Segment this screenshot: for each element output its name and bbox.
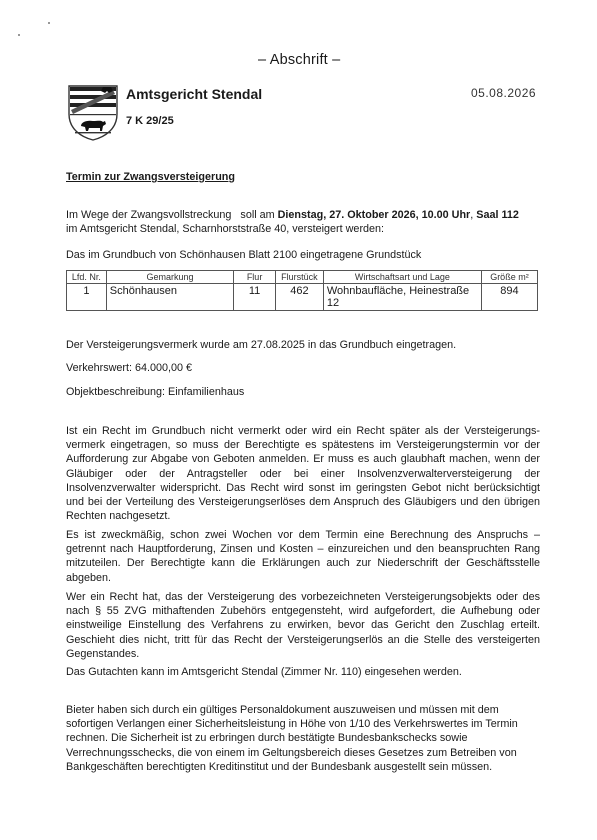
parcel-table [66,270,538,311]
cell-groesse: 894 [481,284,537,311]
col-header-flurstueck: Flurstück [275,271,323,284]
cell-flur: 11 [234,284,276,311]
intro-text: Im Wege der Zwangsvollstreckung soll am [66,209,278,221]
intro-line-2: im Amtsgericht Stendal, Scharnhorststraße 40, versteigert werden: [66,223,385,235]
table-row [67,284,538,311]
court-name: Amtsgericht Stendal [126,86,263,102]
auction-datetime: Dienstag, 27. Oktober 2026, 10.00 Uhr [277,209,471,221]
col-header-wirtschaftsart: Wirtschaftsart und Lage [323,271,481,284]
paragraph-conflicting-rights: Wer ein Recht hat, das der Versteigerung des vorbezeichneten Versteigerungsobjekts oder des nach § 55 ZVG mithaftenden Zubehörs entgegensteht, wird aufgefordert, die Aufhebung oder einstweilige Einstellung des Verfahrens zu erwirken, bevor das Gericht den Zuschlag erteilt. Geschieht dies nicht, tritt für das Recht der Versteigerungserlös an die Stelle des versteigerten Gegenstandes. [66,591,540,660]
col-header-gemarkung: Gemarkung [106,271,233,284]
registration-note: Der Versteigerungsvermerk wurde am 27.08.2025 in das Grundbuch eingetragen. [66,339,457,351]
document-date: 05.08.2026 [471,86,537,100]
market-value: Verkehrswert: 64.000,00 € [66,362,193,374]
intro-separator: , [470,209,477,221]
paragraph-expert-report: Das Gutachten kann im Amtsgericht Stendal (Zimmer Nr. 110) eingesehen werden. [66,666,462,678]
case-number: 7 K 29/25 [126,115,174,127]
coat-of-arms-icon [67,84,119,142]
copy-mark: – Abschrift – [258,52,341,68]
scan-speck [48,22,50,24]
paragraph-claim-calculation: Es ist zweckmäßig, schon zwei Wochen vor dem Termin eine Berechnung des Anspruchs – getrennt nach Hauptforderung, Zinsen und Kosten – einzureichen und den beanspruchten Rang mitzuteilen. Der Berechtigte kann die Erklärungen auch zur Niederschrift der Geschäftsstelle abgeben. [66,529,540,584]
cell-lfd-nr: 1 [67,284,107,311]
document-title: Termin zur Zwangsversteigerung [66,171,235,183]
scan-speck [18,34,20,36]
col-header-lfd-nr: Lfd. Nr. [67,271,107,284]
cell-wirtschaftsart: Wohnbaufläche, Heinestraße 12 [323,284,481,311]
cell-flurstueck: 462 [275,284,323,311]
col-header-flur: Flur [234,271,276,284]
paragraph-bidder-security: Bieter haben sich durch ein gültiges Personaldokument auszuweisen und müssen mit dem sofortigen Verlangen einer Sicherheitsleistung in Höhe von 1/10 des Verkehrswertes im Termin rechnen. Die Sicherheit ist zu erbringen durch bestätigte Bundesbankschecks sowie Verrechnungsschecks, die von einem im Geltungsbereich dieses Gesetzes zum Betreiben von Bankgeschäften berechtigten Kreditinstitut und der Bundesbank ausgestellt sein müssen. [66,704,518,773]
col-header-groesse: Größe m² [481,271,537,284]
parcel-table-header-row [67,271,538,284]
object-description: Objektbeschreibung: Einfamilienhaus [66,386,245,398]
intro-line-1 [66,208,536,222]
auction-room: Saal 112 [476,209,519,221]
paragraph-rights-registration: Ist ein Recht im Grundbuch nicht vermerkt oder wird ein Recht später als der Versteigerungs-vermerk eingetragen, so muss der Berechtigte es spätestens im Versteigerungstermin vor der Aufforderung zur Abgabe von Geboten anmelden. Er muss es auch glaubhaft machen, wenn der Gläubiger oder der Antragsteller oder bei einer Insolvenzverwalterversteigerung der Insolvenzverwalter widerspricht. Das Recht wird sonst im geringsten Gebot nicht berücksichtigt und bei der Verteilung des Versteigerungserlöses dem Anspruch des Gläubigers und den übrigen Rechten nachgesetzt. [66,425,540,523]
property-line: Das im Grundbuch von Schönhausen Blatt 2100 eingetragene Grundstück [66,249,422,261]
cell-gemarkung: Schönhausen [106,284,233,311]
